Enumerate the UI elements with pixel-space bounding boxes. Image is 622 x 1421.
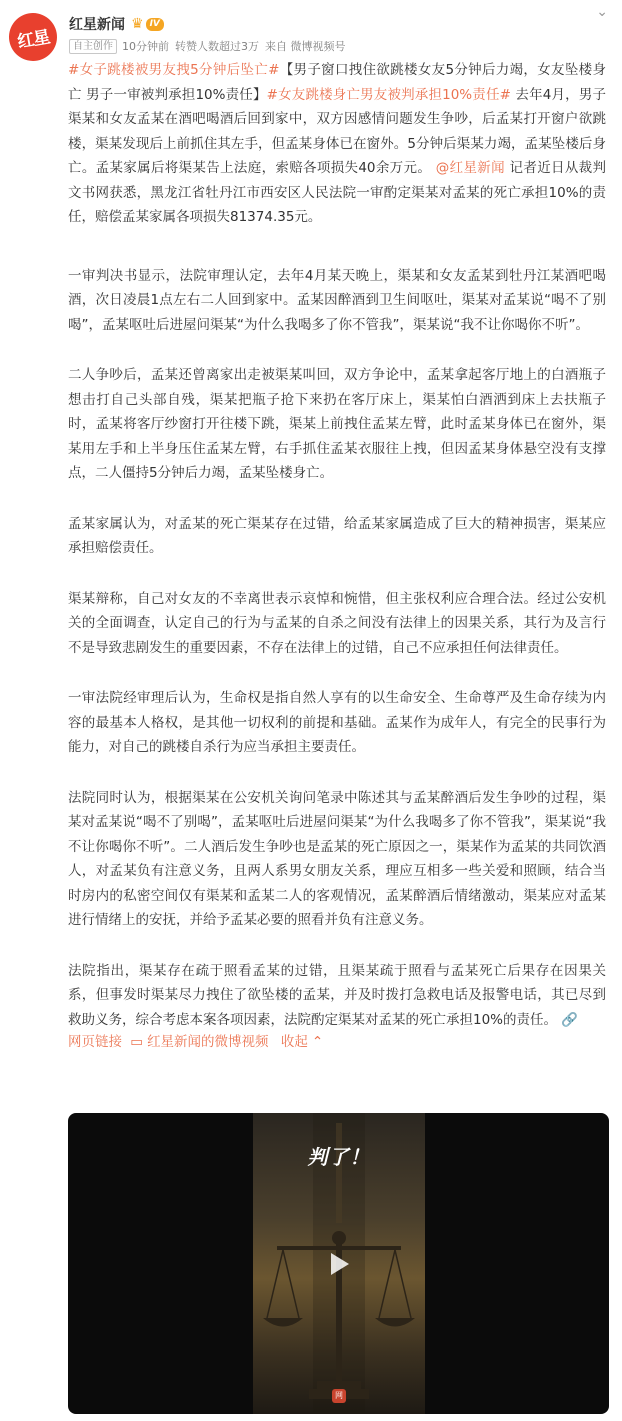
post-meta [69, 38, 346, 54]
account-name[interactable]: 红星新闻 [69, 17, 125, 33]
post-links [68, 1032, 606, 1052]
paragraph: 二人争吵后，孟某还曾离家出走被渠某叫回，双方争论中，孟某拿起客厅地上的白酒瓶子想击打自己头部自残，渠某把瓶子抢下来扔在客厅床上，渠某怕白酒洒到床上去扶瓶子时，孟某将客厅纱窗打开往楼下跳，渠某上前拽住孟某左臂，此时孟某身体已在窗外，渠某用左手和上半身压住孟某左臂，右手抓住孟某衣服往上拽，但因孟某身体悬空没有支撑点，二人僵持5分钟后力竭，孟某坠楼身亡。 [68, 367, 606, 481]
original-tag: 自主创作 [69, 39, 117, 54]
post-header [0, 0, 622, 62]
video-overlay-title: 判了！ [307, 1145, 371, 1169]
play-icon[interactable] [322, 1248, 354, 1280]
topic-link[interactable]: #女子跳楼被男友拽5分钟后坠亡# [68, 62, 280, 78]
collapse-button[interactable] [281, 1034, 327, 1050]
paragraph: 一审法院经审理后认为，生命权是指自然人享有的以生命安全、生命尊严及生命存续为内容的最基本人格权，是其他一切权利的前提和基础。孟某作为成年人，有完全的民事行为能力，对自己的跳楼自杀行为应当承担主要责任。 [68, 690, 606, 755]
collapse-label: 收起 [280, 1034, 308, 1050]
paragraph: 一审判决书显示，法院审理认定，去年4月某天晚上，渠某和女友孟某到牡丹江某酒吧喝酒，次日凌晨1点左右二人回到家中。孟某因醉酒到卫生间呕吐，渠某对孟某说“喝不了别喝”，孟某呕吐后进屋问渠某“为什么我喝多了你不管我”，渠某说“我不让你喝你不听”。 [68, 267, 606, 333]
post-intro [68, 58, 606, 230]
paragraph [68, 959, 606, 1033]
video-icon: ▭ [130, 1034, 144, 1050]
web-link[interactable]: 网页链接 [68, 1034, 122, 1050]
avatar-logo-text: 红星 [15, 26, 51, 53]
crown-icon: ♛ [131, 16, 144, 32]
intro-tail-text: 记者近日从裁判文书网获悉，黑龙江省牡丹江市西安区人民法院一审酌定渠某对孟某的死亡承担10%的责任，赔偿孟某家属各项损失81374.35元。 [68, 160, 607, 225]
avatar[interactable] [5, 9, 61, 65]
paragraph: 孟某家属认为，对孟某的死亡渠某存在过错，给孟某家属造成了巨大的精神损害，渠某应承担赔偿责任。 [68, 515, 606, 556]
account-name-row [69, 14, 164, 34]
video-link-label: 红星新闻的微博视频 [147, 1034, 269, 1050]
last-paragraph-text: 法院指出，渠某存在疏于照看孟某的过错，且渠某疏于照看与孟某死亡后果存在因果关系，但事发时渠某尽力拽住了欲坠楼的孟某，并及时拨打急救电话及报警电话，其已尽到救助义务，综合考虑本案各项因素，法院酌定渠某对孟某的死亡承担10%的责任。 [68, 962, 606, 1028]
headline-text: 【男子窗口拽住欲跳楼女友5分钟后力竭，女友坠楼身亡 男子一审被判承担10%责任】 [68, 62, 606, 103]
level-badge: IV [146, 18, 164, 31]
post-source[interactable]: 来自 微博视频号 [265, 40, 346, 53]
link-icon: 🔗 [561, 1011, 579, 1028]
watermark-logo: 网 [332, 1389, 346, 1403]
chevron-down-icon[interactable]: ⌄ [596, 4, 608, 20]
video-link[interactable] [130, 1034, 272, 1050]
chevron-up-icon: ⌃ [311, 1034, 324, 1050]
paragraph: 渠某辩称，自己对女友的不幸离世表示哀悼和惋惜，但主张权利应合理合法。经过公安机关的全面调查，认定自己的行为与孟某的自杀之间没有法律上的因果关系，其行为及言行不是导致悲剧发生的重要因素，不存在法律上的过错，自己不应承担任何法律责任。 [68, 590, 606, 656]
video-player[interactable] [68, 1113, 609, 1414]
topic-link[interactable]: #女友跳楼身亡男友被判承担10%责任# [266, 86, 511, 103]
repost-count: 转赞人数超过3万 [175, 40, 259, 53]
post-time[interactable]: 10分钟前 [122, 40, 169, 53]
paragraph: 法院同时认为，根据渠某在公安机关询问笔录中陈述其与孟某醉酒后发生争吵的过程，渠某对孟某说“喝不了别喝”，孟某呕吐后进屋问渠某“为什么我喝多了你不管我”，渠某说“我不让你喝你不听”。二人酒后发生争吵也是孟某的死亡原因之一，渠某作为孟某的共同饮酒人，对孟某负有注意义务，且两人系男女朋友关系，理应互相多一些关爱和照顾，结合当时房内的私密空间仅有渠某和孟某二人的客观情况，孟某醉酒后情绪激动，渠某应对孟某进行情绪上的安抚，并给予孟某必要的照看并负有注意义务。 [68, 789, 606, 928]
post-body [68, 58, 606, 1066]
mention-link[interactable]: @红星新闻 [435, 160, 505, 176]
intro-text: 去年4月，男子渠某和女友孟某在酒吧喝酒后回到家中，双方因感情问题发生争吵，后孟某打开窗户欲跳楼，渠某发现后上前抓住其左手，但孟某身体已在窗外。5分钟后渠某力竭，孟某坠楼后身亡。孟某家属后将渠某告上法庭，索赔各项损失40余万元。 [68, 86, 607, 176]
